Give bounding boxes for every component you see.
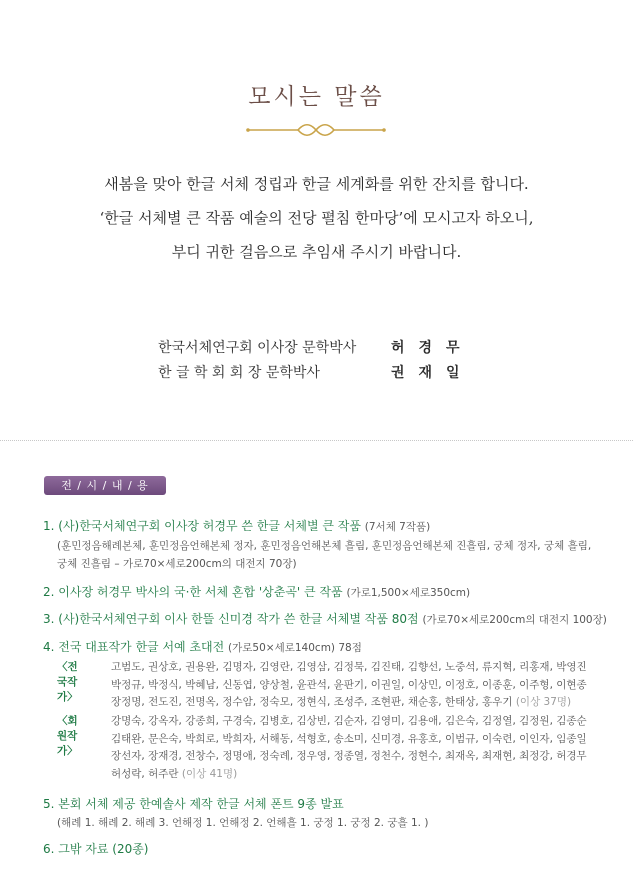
artist-line: 박정규, 박정식, 박혜남, 신동엽, 양상철, 윤관석, 윤판기, 이권일, 이상민, 이정호, 이종훈, 이주형, 이현종 — [111, 678, 587, 691]
artist-line: 장선자, 장재경, 전창수, 정명애, 정숙례, 정우영, 정종열, 정천수, 정현수, 최재옥, 최재현, 최정강, 허경무 — [111, 750, 587, 762]
gold-ornament-divider-icon — [246, 122, 386, 138]
item-detail: (가로50×세로140cm) 78점 — [228, 642, 362, 654]
signature-role: 한국서체연구회 이사장 문학박사 — [158, 340, 357, 356]
greeting-line-3: 부디 귀한 걸음으로 추임새 주시기 바랍니다. — [171, 243, 462, 261]
exhibition-item-2 — [43, 583, 470, 600]
exhibition-item-5 — [43, 795, 344, 812]
exhibition-item-4 — [43, 638, 362, 655]
item-detail: (7서체 7작품) — [364, 521, 431, 533]
national-artists-list — [111, 659, 631, 712]
signature-chairman — [158, 337, 474, 357]
exhibition-item-1 — [43, 517, 430, 534]
item-title: 1. (사)한국서체연구회 이사장 허경무 쓴 한글 서체별 큰 작품 — [43, 519, 361, 533]
artist-count: (이상 37명) — [515, 696, 572, 708]
exhibition-section-badge: 전 / 시 / 내 / 용 — [44, 476, 166, 495]
item-title: 4. 전국 대표작가 한글 서예 초대전 — [43, 640, 225, 654]
artist-line: 김태완, 문은숙, 박희로, 박희자, 서해동, 석형호, 송소미, 신미경, 유홍호, 이범규, 이숙련, 이인자, 임종일 — [111, 732, 587, 745]
signature-name: 권재일 — [391, 365, 474, 381]
item-1-note-line-1: (훈민정음해례본체, 훈민정음언해본체 정자, 훈민정음언해본체 흘림, 훈민정음언해본체 진흘림, 궁체 정자, 궁체 흘림, — [57, 540, 592, 552]
signature-name: 허경무 — [391, 340, 474, 356]
artist-line: 허성락, 허주란 (이상 41명) — [111, 767, 238, 780]
item-title: 5. 본회 서체 제공 한예솔사 제작 한글 서체 폰트 9종 발표 — [43, 797, 344, 811]
item-5-font-list: (해례 1. 해례 2. 해례 3. 언해정 1. 언해정 2. 언해흘 1. 궁정 1. 궁정 2. 궁흘 1. ) — [57, 817, 429, 829]
signature-president — [158, 362, 474, 382]
invitation-title: 모시는 말씀 — [248, 84, 385, 110]
greeting-line-2: ‘한글 서체별 큰 작품 예술의 전당 펼침 한마당’에 모시고자 하오니, — [99, 209, 534, 227]
artist-line: 강명숙, 강옥자, 강종희, 구경숙, 김병호, 김상빈, 김순자, 김영미, 김용애, 김은숙, 김정열, 김정원, 김종순 — [111, 715, 587, 727]
greeting-line-1: 새봄을 맞아 한글 서체 정립과 한글 세계화를 위한 잔치를 합니다. — [104, 175, 529, 193]
member-artists-label: 〈회원작가〉 — [57, 715, 78, 757]
artist-line: 장정명, 전도진, 전명옥, 정수암, 정숙모, 정현식, 조성주, 조현판, 채순홍, 한태상, 홍우기 (이상 37명) — [111, 696, 572, 708]
item-1-note-line-2: 궁체 진흘림 – 가로70×세로200cm의 대전지 70장) — [57, 558, 297, 570]
item-title: 6. 그밖 자료 (20종) — [43, 842, 149, 856]
artist-line: 고범도, 권상호, 권용완, 김명자, 김영란, 김영삼, 김정묵, 김진태, 김향선, 노중석, 류지혁, 리홍재, 박영진 — [111, 661, 587, 673]
member-artists-list — [111, 713, 631, 783]
item-title: 2. 이사장 허경무 박사의 국·한 서체 혼합 '상춘곡' 큰 작품 — [43, 585, 343, 599]
artist-count: (이상 41명) — [181, 767, 238, 780]
item-title: 3. (사)한국서체연구회 이사 한뜰 신미경 작가 쓴 한글 서체별 작품 80점 — [43, 612, 419, 626]
exhibition-item-6 — [43, 840, 149, 857]
national-artists-label: 〈전국작가〉 — [57, 661, 78, 703]
item-detail: (가로70×세로200cm의 대전지 100장) — [422, 614, 607, 626]
signature-role: 한 글 학 회 회 장 문학박사 — [158, 365, 320, 381]
item-detail: (가로1,500×세로350cm) — [346, 587, 471, 599]
exhibition-item-3 — [43, 610, 607, 627]
dotted-divider — [0, 440, 633, 441]
